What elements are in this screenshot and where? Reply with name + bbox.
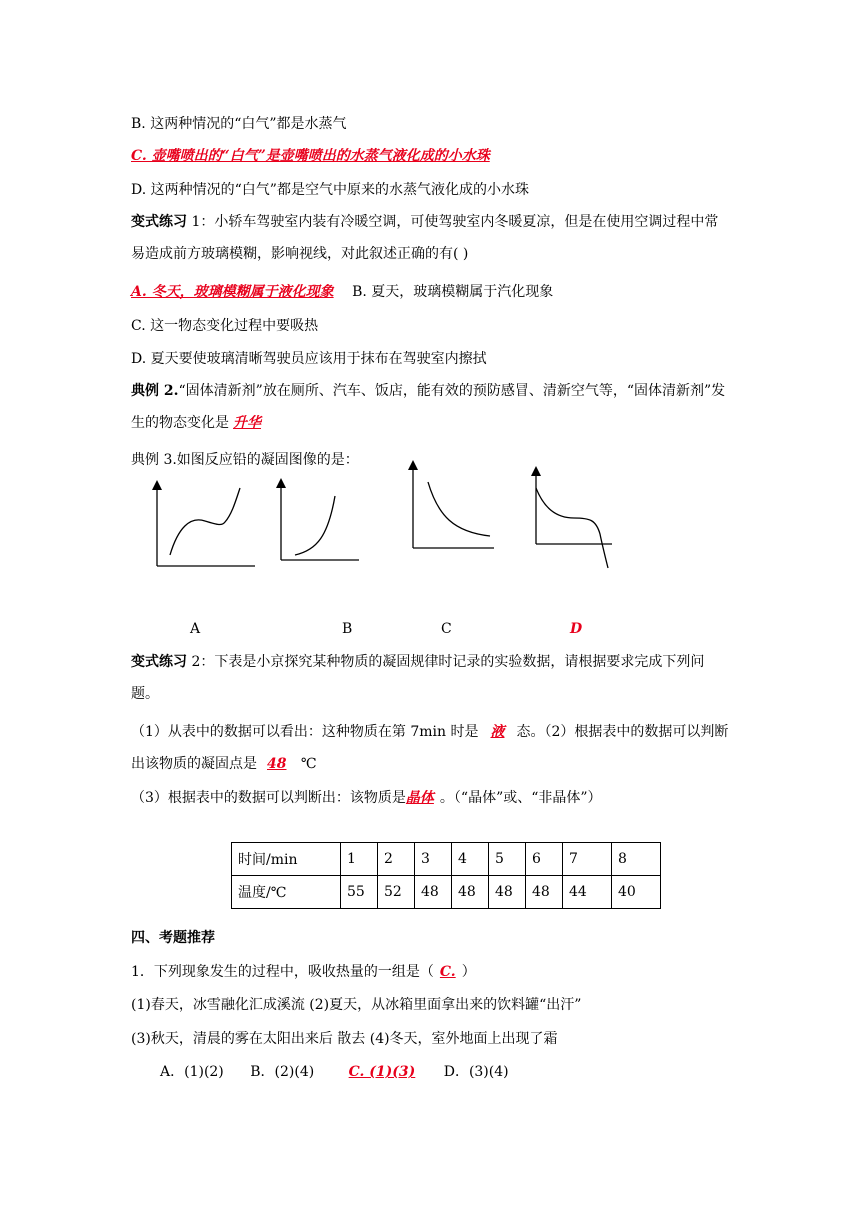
- exercise-1-option-d: D. 夏天要使玻璃清晰驾驶员应该用于抹布在驾驶室内擦拭: [131, 351, 487, 367]
- exercise-2-question: [131, 646, 731, 710]
- example-2-text: “固体清新剂”放在厕所、汽车、饭店，能有效的预防感冒、清新空气等，“固体清新剂”发生的物态变化是: [131, 383, 726, 431]
- table-cell: 55: [341, 876, 378, 909]
- table-cell: 3: [415, 843, 452, 876]
- table-cell: 52: [378, 876, 415, 909]
- exercise-2-text: 2：下表是小京探究某种物质的凝固规律时记录的实验数据，请根据要求完成下列问题。: [131, 654, 705, 702]
- exercise-label: 变式练习: [131, 214, 187, 230]
- question-1-items-1-2: (1)春天，冰雪融化汇成溪流 (2)夏天，从冰箱里面拿出来的饮料罐“出汗”: [131, 997, 582, 1013]
- data-table: [231, 842, 661, 909]
- graph-label-a: A: [190, 621, 201, 637]
- table-row: [232, 876, 661, 909]
- question-1-text: 1．下列现象发生的过程中，吸收热量的一组是（: [131, 964, 434, 980]
- table-cell: 48: [452, 876, 489, 909]
- question-1-close: ）: [461, 964, 476, 980]
- table-cell: 40: [612, 876, 661, 909]
- graph-d: [528, 464, 616, 572]
- question-1-choices: [160, 1062, 509, 1082]
- exercise-1-text: 1：小轿车驾驶室内装有冷暖空调，可使驾驶室内冬暖夏凉，但是在使用空调过程中常易造成前方玻璃模糊，影响视线，对此叙述正确的有( ): [131, 214, 719, 262]
- part-3-text: （3）根据表中的数据可以判断出：该物质是: [131, 790, 406, 806]
- table-cell: 7: [563, 843, 612, 876]
- section-4-heading: 四、考题推荐: [131, 930, 215, 946]
- question-1: [131, 962, 476, 982]
- answer-a: A. 冬天，玻璃模糊属于液化现象: [131, 284, 334, 300]
- celsius-unit: ℃: [296, 756, 317, 772]
- exercise-2-part-3: [131, 788, 602, 808]
- table-cell: 2: [378, 843, 415, 876]
- table-cell: 4: [452, 843, 489, 876]
- exercise-1-question: [131, 206, 731, 270]
- question-1-items-3-4: (3)秋天，清晨的雾在太阳出来后 散去 (4)冬天，室外地面上出现了霜: [131, 1031, 558, 1047]
- table-cell: 44: [563, 876, 612, 909]
- graph-label-d: D: [570, 621, 583, 637]
- table-cell: 1: [341, 843, 378, 876]
- graph-a: [150, 478, 260, 572]
- table-cell: 48: [415, 876, 452, 909]
- part-3-answer: 晶体: [405, 790, 434, 806]
- option-b: B. 夏天，玻璃模糊属于汽化现象: [352, 284, 554, 300]
- part-3-suffix: 。（“晶体”或、“非晶体”）: [439, 790, 602, 806]
- graph-a-curve: [170, 488, 240, 555]
- example-2-label: 典例 2.: [131, 383, 179, 399]
- choice-d: D．(3)(4): [443, 1064, 509, 1080]
- graph-label-b: B: [342, 621, 353, 637]
- part-1-answer: 液: [490, 724, 505, 740]
- table-row: [232, 843, 661, 876]
- example-3-question: 典例 3.如图反应铅的凝固图像的是：: [131, 452, 359, 468]
- graph-d-curve: [536, 488, 608, 568]
- exercise-2-label: 变式练习: [131, 654, 187, 670]
- table-cell: 6: [526, 843, 563, 876]
- question-1-answer: C.: [439, 964, 456, 980]
- choice-a: A．(1)(2): [160, 1064, 224, 1080]
- example-2-answer: 升华: [233, 415, 261, 431]
- table-header-time: 时间/min: [232, 843, 341, 876]
- option-b-line: B. 这两种情况的“白气”都是水蒸气: [131, 116, 347, 132]
- exercise-1-options-ab: [131, 282, 553, 302]
- choice-c-answer: C. (1)(3): [348, 1064, 416, 1080]
- table-header-temperature: 温度/℃: [232, 876, 341, 909]
- graph-c: [404, 458, 496, 554]
- part-2-answer: 48: [267, 756, 287, 772]
- table-cell: 48: [526, 876, 563, 909]
- table-cell: 48: [489, 876, 526, 909]
- table-cell: 5: [489, 843, 526, 876]
- table-cell: 8: [612, 843, 661, 876]
- graph-b: [273, 476, 363, 568]
- choice-b: B．(2)(4): [250, 1064, 315, 1080]
- part-2-text: 态。（2）根据表中的数据可以判断出该物质的凝固点是: [131, 724, 729, 772]
- graph-c-curve: [428, 482, 490, 536]
- example-2-question: [131, 375, 731, 439]
- part-1-text: （1）从表中的数据可以看出：这种物质在第 7min 时是: [131, 724, 479, 740]
- answer-c-line: C. 壶嘴喷出的“白气”是壶嘴喷出的水蒸气液化成的小水珠: [131, 148, 490, 164]
- graph-b-curve: [295, 496, 335, 555]
- graph-label-c: C: [441, 621, 452, 637]
- exercise-1-option-c: C. 这一物态变化过程中要吸热: [131, 318, 319, 334]
- exercise-2-part-1-2: [131, 716, 731, 780]
- option-d-line: D. 这两种情况的“白气”都是空气中原来的水蒸气液化成的小水珠: [131, 182, 529, 198]
